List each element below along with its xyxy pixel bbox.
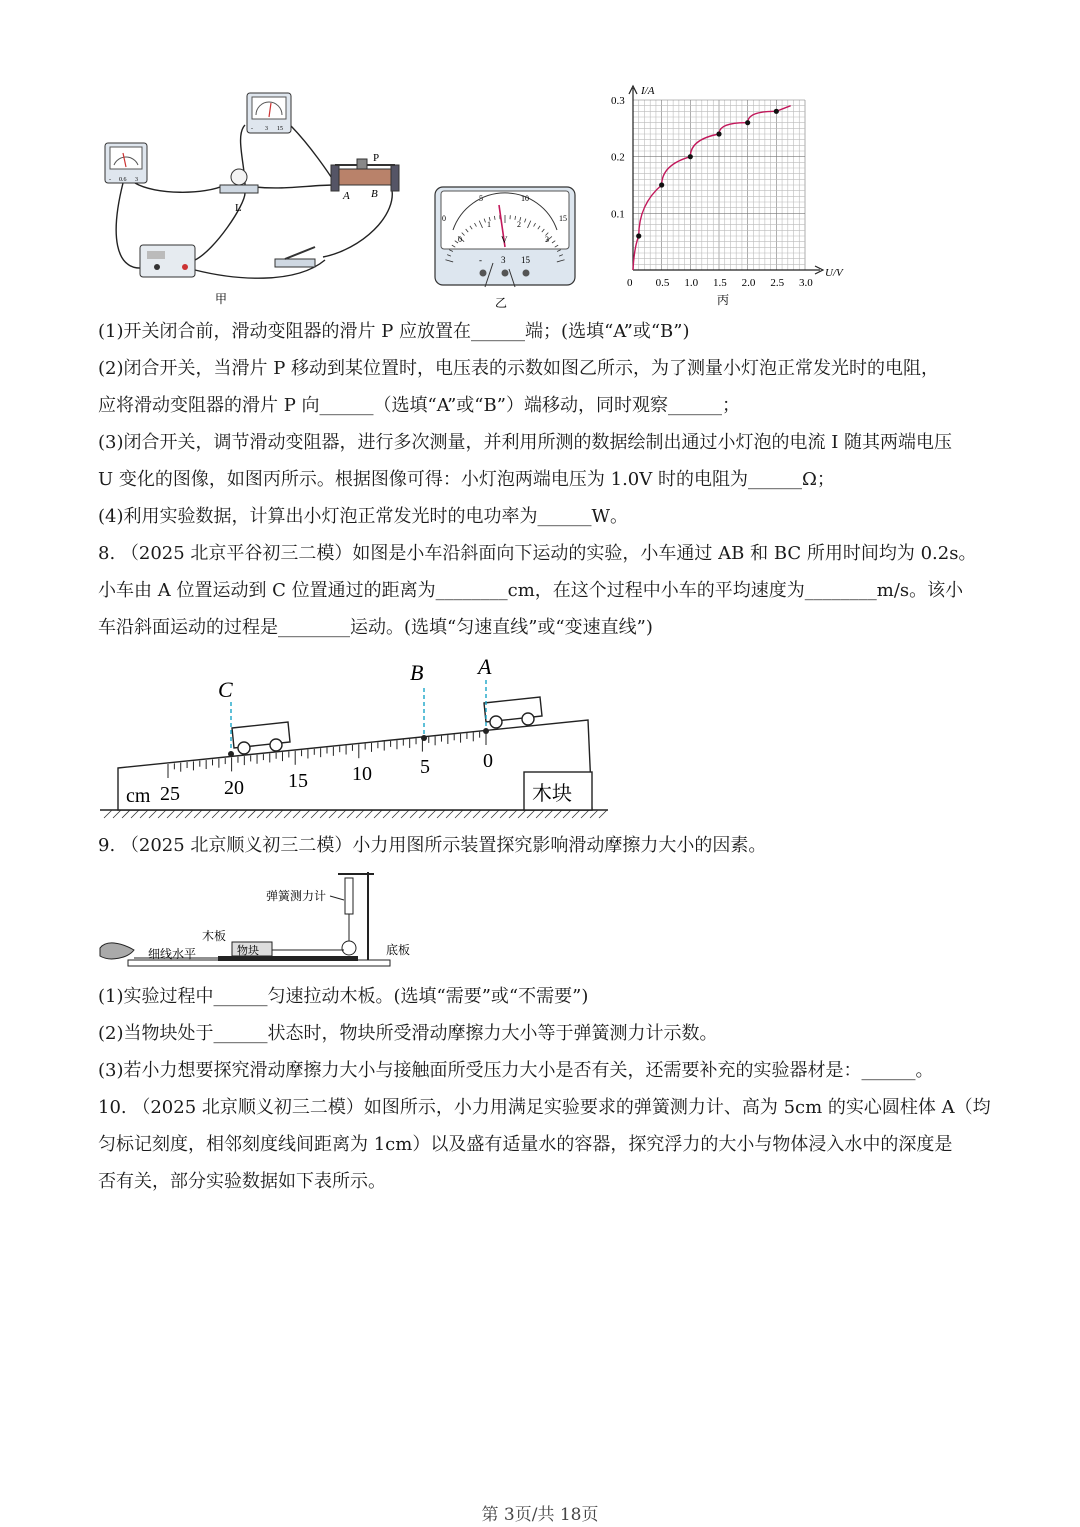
- rheostat: [331, 152, 399, 202]
- dial-unit: V: [501, 235, 508, 245]
- iu-ytick-0: 0.1: [611, 208, 625, 221]
- dial-upper-10: 10: [521, 194, 529, 203]
- circuit-voltmeter: [247, 93, 291, 133]
- iu-point-0: [636, 233, 641, 238]
- iu-xtick-4: 2.0: [741, 277, 756, 289]
- terminal-b-label: B: [371, 188, 378, 200]
- q7-part3-line2: U 变化的图像，如图丙所示。根据图像可得：小灯泡两端电压为 1.0V 时的电阻为______Ω；: [98, 469, 835, 490]
- iu-point-1: [659, 182, 664, 187]
- iu-xtick-2: 1.0: [684, 277, 699, 289]
- iu-point-5: [774, 109, 779, 114]
- iu-xtick-6: 3.0: [799, 277, 813, 289]
- voltmeter-terminal-15: 15: [277, 126, 283, 132]
- voltmeter-terminal-neg: -: [251, 126, 253, 132]
- dial-lower-1: 1: [487, 220, 491, 229]
- spring-scale-label: 弹簧测力计: [266, 889, 327, 903]
- voltmeter-dial: [433, 185, 578, 310]
- ruler-tick-5: 5: [420, 756, 430, 778]
- string-label: 细线水平: [148, 947, 197, 961]
- dial-terminal-3: 3: [501, 255, 506, 265]
- cart-at-a: [484, 697, 542, 728]
- iu-point-2: [688, 154, 693, 159]
- ruler-unit: cm: [126, 785, 151, 807]
- q10-line3: 否有关，部分实验数据如下表所示。: [98, 1171, 386, 1192]
- incline-diagram: [98, 650, 618, 825]
- lamp: [220, 169, 258, 214]
- iu-ytick-1: 0.2: [611, 151, 625, 164]
- ammeter-terminal-06: 0.6: [119, 177, 127, 183]
- q9-part2: (2)当物块处于______状态时，物块所受滑动摩擦力大小等于弹簧测力计示数。: [98, 1023, 718, 1044]
- iu-point-4: [745, 120, 750, 125]
- iu-point-3: [716, 131, 721, 136]
- iu-graph: [605, 82, 855, 310]
- iu-xtick-0: 0: [627, 277, 633, 289]
- slider-label: P: [373, 152, 380, 164]
- ammeter-terminal-neg: -: [109, 177, 111, 183]
- q8-line3: 车沿斜面运动的过程是________运动。(选填“匀速直线”或“变速直线”): [98, 617, 653, 638]
- ruler-tick-20: 20: [224, 777, 244, 799]
- iu-caption: 丙: [717, 293, 730, 307]
- q7-part4: (4)利用实验数据，计算出小灯泡正常发光时的电功率为______W。: [98, 506, 628, 527]
- q7-part2-line1: (2)闭合开关，当滑片 P 移动到某位置时，电压表的示数如图乙所示，为了测量小灯泡正常发光时的电阻，: [98, 358, 940, 379]
- page-footer: 第 3页/共 18页: [481, 1505, 599, 1525]
- dial-upper-5: 5: [479, 194, 483, 203]
- ruler-tick-10: 10: [352, 763, 372, 785]
- q7-part1: (1)开关闭合前，滑动变阻器的滑片 P 应放置在______端；(选填“A”或“B”): [98, 321, 690, 342]
- q8-line1: 8. （2025 北京平谷初三二模）如图是小车沿斜面向下运动的实验，小车通过 AB 和 BC 所用时间均为 0.2s。: [98, 543, 977, 564]
- friction-apparatus: [98, 868, 428, 978]
- circuit-caption: 甲: [215, 292, 228, 306]
- dial-terminal-neg: -: [479, 255, 482, 265]
- q7-part3-line1: (3)闭合开关，调节滑动变阻器，进行多次测量，并利用所测的数据绘制出通过小灯泡的电流 I 随其两端电压: [98, 432, 953, 453]
- dial-upper-15: 15: [559, 214, 567, 223]
- terminal-a-label: A: [343, 190, 350, 202]
- q9-part1: (1)实验过程中______匀速拉动木板。(选填“需要”或“不需要”): [98, 986, 589, 1007]
- point-a-label: A: [478, 654, 492, 679]
- iu-ylabel: I/A: [641, 85, 655, 97]
- iu-curve: [633, 106, 791, 270]
- base-label: 底板: [386, 943, 411, 957]
- point-c-label: C: [218, 677, 233, 702]
- board-label: 木板: [202, 929, 227, 943]
- power-supply: [140, 245, 195, 277]
- q9-part3: (3)若小力想要探究滑动摩擦力大小与接触面所受压力大小是否有关，还需要补充的实验器材是：______。: [98, 1060, 934, 1081]
- voltmeter-caption: 乙: [495, 296, 508, 310]
- switch: [275, 247, 315, 267]
- q8-line2: 小车由 A 位置运动到 C 位置通过的距离为________cm，在这个过程中小车的平均速度为________m/s。该小: [98, 580, 964, 601]
- point-b-label: B: [410, 660, 424, 685]
- q9-stem: 9. （2025 北京顺义初三二模）小力用图所示装置探究影响滑动摩擦力大小的因素。: [98, 835, 767, 856]
- ruler-tick-25: 25: [160, 783, 180, 805]
- dial-lower-0: 0: [458, 235, 462, 244]
- cart-at-c: [232, 722, 290, 754]
- iu-ytick-2: 0.3: [611, 95, 625, 107]
- dial-lower-3: 3: [545, 235, 549, 244]
- iu-xtick-1: 0.5: [655, 277, 670, 289]
- q10-line2: 匀标记刻度，相邻刻度线间距离为 1cm）以及盛有适量水的容器，探究浮力的大小与物体浸入水中的深度是: [98, 1134, 953, 1155]
- dial-upper-0: 0: [442, 214, 446, 223]
- dial-terminal-15: 15: [521, 255, 530, 265]
- ruler-tick-0: 0: [483, 750, 493, 772]
- block-text: 物块: [237, 945, 259, 957]
- iu-xtick-5: 2.5: [770, 277, 785, 289]
- lamp-label: L: [235, 202, 242, 214]
- circuit-diagram: [95, 85, 425, 310]
- ruler-tick-15: 15: [288, 770, 308, 792]
- voltmeter-terminal-3: 3: [265, 126, 268, 132]
- q10-line1: 10. （2025 北京顺义初三二模）如图所示，小力用满足实验要求的弹簧测力计、高为 5cm 的实心圆柱体 A（均: [98, 1097, 991, 1118]
- ammeter: [105, 143, 147, 183]
- iu-xlabel: U/V: [825, 267, 843, 279]
- dial-lower-2: 2: [517, 220, 521, 229]
- q7-part2-line2: 应将滑动变阻器的滑片 P 向______（选填“A”或“B”）端移动，同时观察______；: [98, 395, 740, 416]
- iu-xtick-3: 1.5: [713, 277, 727, 289]
- block-label: 木块: [532, 783, 572, 805]
- ammeter-terminal-3: 3: [135, 177, 138, 183]
